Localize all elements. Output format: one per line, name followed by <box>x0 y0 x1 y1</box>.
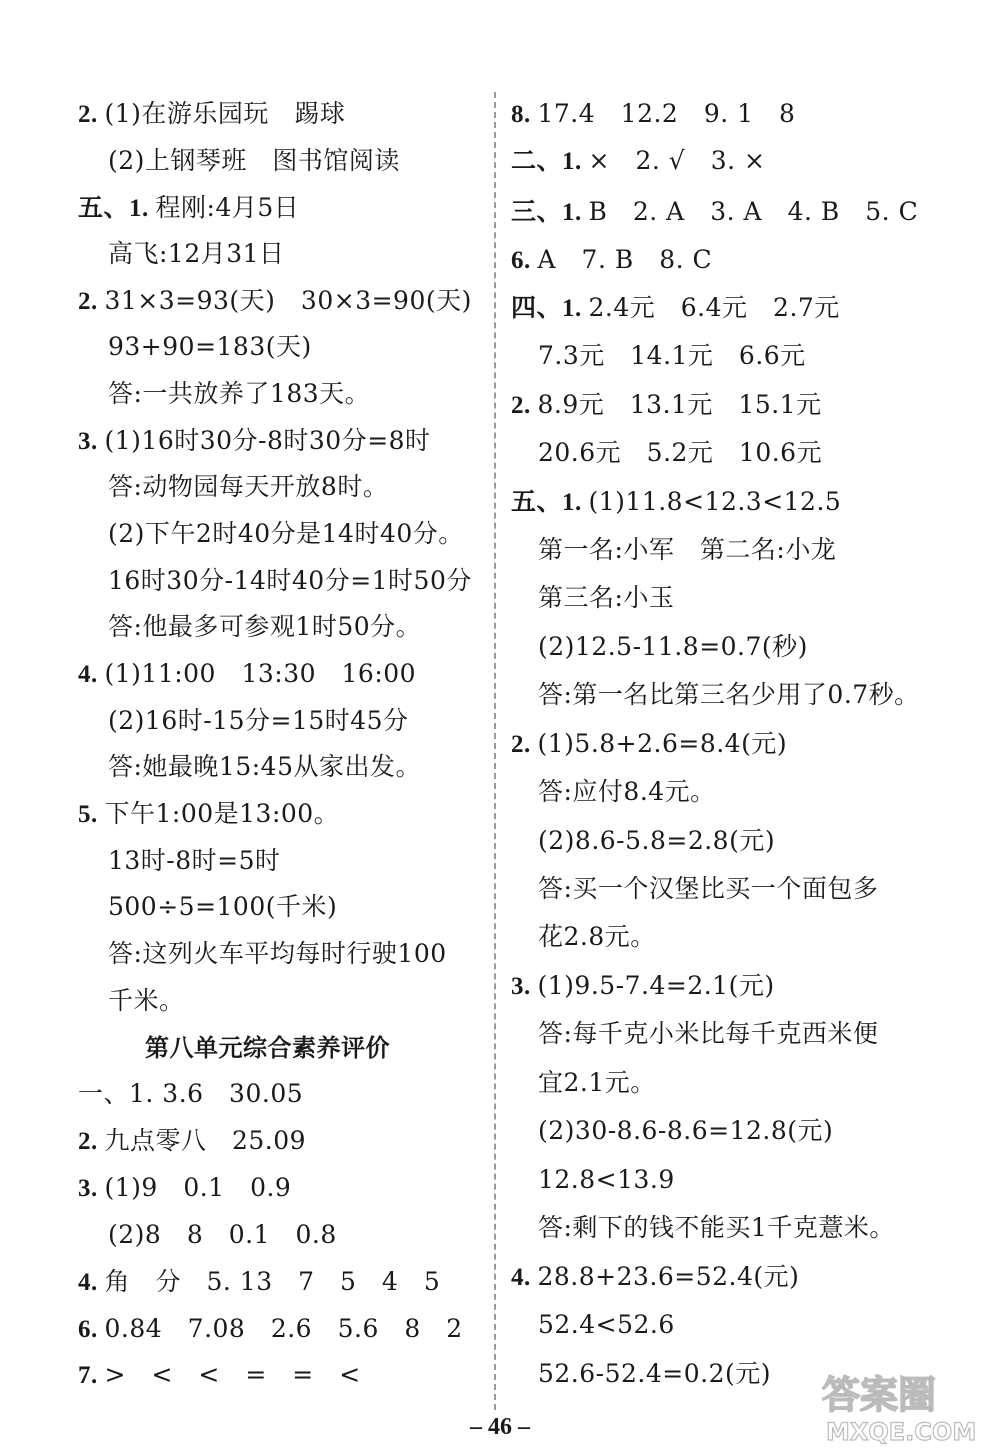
answer-text: 花2.8元。 <box>538 922 656 951</box>
question-number: 8. <box>511 101 538 128</box>
answer-line <box>108 611 421 643</box>
answer-text: B 2. A 3. A 4. B 5. C <box>588 197 919 226</box>
answer-text: 17.4 12.2 9. 1 8 <box>537 99 796 128</box>
answer-text: (1)16时30分-8时30分=8时 <box>104 426 431 455</box>
answer-text: 16时30分-14时40分=1时50分 <box>108 566 472 595</box>
answer-line <box>78 425 431 458</box>
question-number: 6. <box>78 1316 105 1343</box>
answer-text: (1)11:00 13:30 16:00 <box>104 659 417 688</box>
answer-text: 93+90=183(天) <box>108 332 312 361</box>
answer-line <box>108 751 421 783</box>
answer-line <box>538 1018 878 1050</box>
answer-text: 13时-8时=5时 <box>108 846 281 875</box>
question-number: 五、1. <box>511 489 589 516</box>
answer-text: (1)在游乐园玩 踢球 <box>104 99 346 128</box>
question-number: 2. <box>78 1128 105 1155</box>
answer-text: 20.6元 5.2元 10.6元 <box>538 438 823 467</box>
answer-line <box>78 1313 463 1346</box>
answer-text: (1)9.5-7.4=2.1(元) <box>537 971 775 1000</box>
answer-text: 第三名:小玉 <box>538 583 675 612</box>
answer-line <box>108 985 185 1017</box>
question-number: 3. <box>511 973 538 1000</box>
answer-line <box>78 1359 361 1392</box>
answer-line <box>511 244 712 277</box>
answer-text: 答:她最晚15:45从家出发。 <box>108 752 421 781</box>
answer-line <box>108 845 281 877</box>
answer-text: 答:一共放养了183天。 <box>108 379 371 408</box>
answer-text: (1)9 0.1 0.9 <box>104 1173 292 1202</box>
answer-text: 第一名:小军 第二名:小龙 <box>538 535 837 564</box>
question-number: 2. <box>511 731 538 758</box>
answer-text: 答:这列火车平均每时行驶100 <box>108 939 447 968</box>
answer-text: × 2. √ 3. × <box>588 146 766 175</box>
answer-text: (2)16时-15分=15时45分 <box>108 706 409 735</box>
answer-line <box>538 873 878 905</box>
answer-line <box>108 471 388 503</box>
answer-line <box>108 565 472 597</box>
answer-text: 52.6-52.4=0.2(元) <box>538 1359 771 1388</box>
answer-text: 一、1. 3.6 30.05 <box>78 1079 304 1108</box>
answer-line <box>108 938 447 970</box>
question-number: 6. <box>511 247 538 274</box>
answer-text: 千米。 <box>108 986 185 1015</box>
question-number: 2. <box>78 101 105 128</box>
answer-line <box>511 98 795 131</box>
answer-text: A 7. B 8. C <box>537 245 713 274</box>
answer-line <box>78 658 416 691</box>
answer-line <box>538 776 716 808</box>
answer-line <box>538 921 656 953</box>
answer-text: 答:他最多可参观1时50分。 <box>108 612 422 641</box>
answer-text: > < < = = < <box>104 1360 361 1389</box>
answer-line <box>538 825 775 857</box>
answer-line <box>78 1172 291 1205</box>
question-number: 5. <box>78 801 105 828</box>
answer-line <box>108 1219 337 1251</box>
answer-text: 高飞:12月31日 <box>108 239 285 268</box>
answer-text: (2)8 8 0.1 0.8 <box>108 1220 337 1249</box>
answer-line <box>538 582 674 614</box>
answer-line <box>108 238 285 270</box>
question-number: 3. <box>78 1175 105 1202</box>
answer-line <box>108 705 409 737</box>
question-number: 2. <box>78 288 105 315</box>
answer-line <box>538 631 808 663</box>
answer-line <box>538 1164 675 1196</box>
answer-line <box>538 1067 656 1099</box>
watermark-title: 答案圈 <box>822 1373 937 1417</box>
answer-text: 答:剩下的钱不能买1千克薏米。 <box>538 1213 895 1242</box>
answer-text: 宜2.1元。 <box>538 1068 656 1097</box>
answer-text: (2)30-8.6-8.6=12.8(元) <box>538 1116 834 1145</box>
question-number: 三、1. <box>511 199 589 226</box>
question-number: 4. <box>78 1269 105 1296</box>
answer-line <box>538 437 822 469</box>
answer-line <box>538 534 836 566</box>
answer-line <box>108 891 337 923</box>
answer-line <box>78 1078 303 1110</box>
answer-text: (1)11.8<12.3<12.5 <box>588 487 842 516</box>
answer-text: (2)12.5-11.8=0.7(秒) <box>538 632 808 661</box>
column-divider <box>494 92 496 1410</box>
answer-text: 九点零八 25.09 <box>104 1126 307 1155</box>
answer-text: (2)上钢琴班 图书馆阅读 <box>108 146 400 175</box>
answer-line <box>538 1309 675 1341</box>
question-number: 四、1. <box>511 295 589 322</box>
answer-line <box>511 145 765 178</box>
watermark-logo <box>812 1368 992 1448</box>
question-number: 二、1. <box>511 148 589 175</box>
answer-text: 0.84 7.08 2.6 5.6 8 2 <box>104 1314 463 1343</box>
answer-text: 2.4元 6.4元 2.7元 <box>588 293 840 322</box>
answer-line <box>108 378 370 410</box>
answer-text: 答:动物园每天开放8时。 <box>108 472 389 501</box>
answer-text: 28.8+23.6=52.4(元) <box>537 1262 800 1291</box>
answer-text: 下午1:00是13:00。 <box>104 799 340 828</box>
answer-line <box>538 1358 771 1390</box>
answer-line <box>511 486 841 519</box>
question-number: 4. <box>511 1264 538 1291</box>
question-number: 4. <box>78 661 105 688</box>
answer-text: 52.4<52.6 <box>538 1310 675 1339</box>
answer-text: 8.9元 13.1元 15.1元 <box>537 390 822 419</box>
answer-line <box>511 292 840 325</box>
answer-text: 500÷5=100(千米) <box>108 892 338 921</box>
question-number: 2. <box>511 392 538 419</box>
answer-line <box>108 145 400 177</box>
answer-line <box>511 728 787 761</box>
answer-text: 31×3=93(天) 30×3=90(天) <box>104 286 472 315</box>
answer-text: 答:每千克小米比每千克西米便 <box>538 1019 879 1048</box>
answer-line <box>78 798 339 831</box>
answer-text: (2)8.6-5.8=2.8(元) <box>538 826 776 855</box>
answer-text: (2)下午2时40分是14时40分。 <box>108 519 464 548</box>
answer-line <box>78 1266 440 1299</box>
answer-line <box>78 1125 306 1158</box>
question-number: 3. <box>78 428 105 455</box>
answer-line <box>108 331 312 363</box>
watermark-url: MXQE.COM <box>826 1418 977 1446</box>
answer-text: 程刚:4月5日 <box>155 193 300 222</box>
answer-line <box>511 970 775 1003</box>
question-number: 7. <box>78 1362 105 1389</box>
answer-text: 12.8<13.9 <box>538 1165 675 1194</box>
answer-line <box>538 679 920 711</box>
section-heading: 第八单元综合素养评价 <box>145 1034 390 1062</box>
answer-text: 7.3元 14.1元 6.6元 <box>538 341 806 370</box>
question-number: 五、1. <box>78 195 156 222</box>
answer-line <box>511 196 918 229</box>
answer-text: 答:第一名比第三名少用了0.7秒。 <box>538 680 920 709</box>
answer-line <box>78 285 472 318</box>
answer-line <box>108 518 464 550</box>
answer-text: (1)5.8+2.6=8.4(元) <box>537 729 788 758</box>
answer-line <box>511 389 822 422</box>
answer-line <box>538 1115 833 1147</box>
answer-line <box>538 340 806 372</box>
answer-line <box>538 1212 895 1244</box>
answer-text: 答:应付8.4元。 <box>538 777 716 806</box>
answer-text: 答:买一个汉堡比买一个面包多 <box>538 874 879 903</box>
answer-line <box>78 98 345 131</box>
answer-line <box>78 192 299 225</box>
answer-text: 角 分 5. 13 7 5 4 5 <box>104 1267 441 1296</box>
answer-line <box>511 1261 799 1294</box>
page-number: – 46 – <box>470 1414 530 1440</box>
